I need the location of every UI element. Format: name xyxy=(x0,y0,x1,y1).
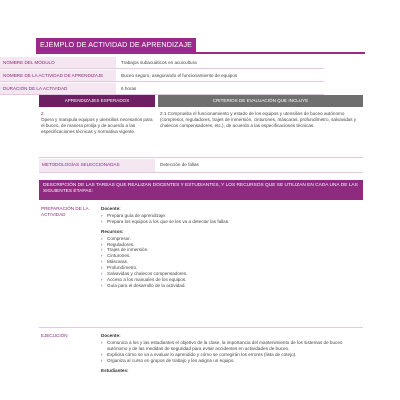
list-item: › Salvavidas y chalecos compensadores. xyxy=(101,271,359,277)
info-row-duracion xyxy=(0,83,324,95)
list-item: › Explicita cómo se va a evaluar lo aprendido y cómo se corregirán los errores (lista de cotejo). xyxy=(101,352,359,358)
docente-title: Docente: xyxy=(101,206,121,211)
list-item: › Compresor. xyxy=(101,236,359,242)
list-item: › Prepara los equipos a los que se les va a detectar las fallas. xyxy=(101,219,359,225)
aprendizaje-esperado xyxy=(41,111,153,135)
stage-body xyxy=(101,206,359,289)
stage-ejecucion xyxy=(39,329,363,400)
descripcion-header: DESCRIPCIÓN DE LAS TAREAS QUE REALIZAN DOCENTES Y ESTUDIANTES, Y LOS RECURSOS QUE SE UTILIZAN EN CADA UNA DE LAS SIGUIENTES ETAPAS: xyxy=(39,180,363,200)
metodologias-value: Detección de fallas xyxy=(160,162,199,167)
stage-label: EJECUCIÓN xyxy=(41,333,68,338)
aprendizaje-number: 2. xyxy=(41,111,45,116)
list-item: › Cinturones. xyxy=(101,253,359,259)
info-value: Trabajos subacuáticos en acuicultura xyxy=(121,60,197,65)
aprendizaje-row xyxy=(39,108,363,158)
list-item: › Comunica a los y las estudiantes el objetivo de la clase, la importancia del mantenimiento de los sistemas de buceo autónomo y de las medidas de seguridad para evitar accidentes en actividades de buceo. xyxy=(101,340,359,352)
list-item: › Organiza al curso en grupos de trabajo y les asigna un equipo. xyxy=(101,358,359,364)
stage-preparacion xyxy=(39,202,363,328)
info-value: Buceo seguro, asegurando el funcionamiento de equipos xyxy=(121,73,238,78)
list-item: › Profundímetro. xyxy=(101,265,359,271)
list-item: › Acceso a los manuales de los equipos. xyxy=(101,277,359,283)
header-criterios: CRITERIOS DE EVALUACIÓN QUE INCLUYE xyxy=(158,95,363,107)
section-headers xyxy=(39,95,363,107)
list-item: › Reguladores. xyxy=(101,242,359,248)
stage-body xyxy=(101,333,359,374)
page-title: EJEMPLO DE ACTIVIDAD DE APRENDIZAJE xyxy=(36,38,196,52)
stage-label: PREPARACIÓN DE LA ACTIVIDAD xyxy=(41,206,89,217)
list-item: › Guía para el desarrollo de la actividad. xyxy=(101,283,359,289)
metodologias-label: METODOLOGÍAS SELECCIONADAS xyxy=(39,159,155,172)
info-label: DURACIÓN DE LA ACTIVIDAD xyxy=(0,83,116,94)
list-item: › Máscaras. xyxy=(101,259,359,265)
info-label: NOMBRE DEL MÓDULO xyxy=(0,57,116,68)
info-label: NOMBRE DE LA ACTIVIDAD DE APRENDIZAJE xyxy=(0,70,116,81)
title-underline xyxy=(36,52,365,54)
info-value: 6 horas xyxy=(121,86,137,91)
list-item: › Trajes de inmersión. xyxy=(101,247,359,253)
recursos-title: Recursos: xyxy=(101,228,124,234)
estudiantes-title: Estudiantes: xyxy=(101,367,129,373)
info-row-modulo xyxy=(0,57,324,69)
info-row-actividad xyxy=(0,70,324,82)
criterio-evaluacion: 2.1 Comprueba el funcionamiento y estado de los equipos y utensilios de buceo autónomo (compresor, reguladores, trajes de inmersión, cinturones, máscaras, profundímetro, salvavidas y chalecos compensadores, etc.), de acuerdo a las especificaciones técnicas. xyxy=(160,111,357,128)
docente-title: Docente: xyxy=(101,333,121,338)
aprendizaje-text: Opera y manipula equipos y utensilios necesarios para el buceo, de manera prolija y de acuerdo a las especificaciones técnicas y normativa vigente. xyxy=(41,117,153,134)
header-aprendizajes: APRENDIZAJES ESPERADOS xyxy=(39,95,155,107)
metodologias-row xyxy=(39,159,363,173)
list-item: › Prepara guía de aprendizaje. xyxy=(101,213,359,219)
